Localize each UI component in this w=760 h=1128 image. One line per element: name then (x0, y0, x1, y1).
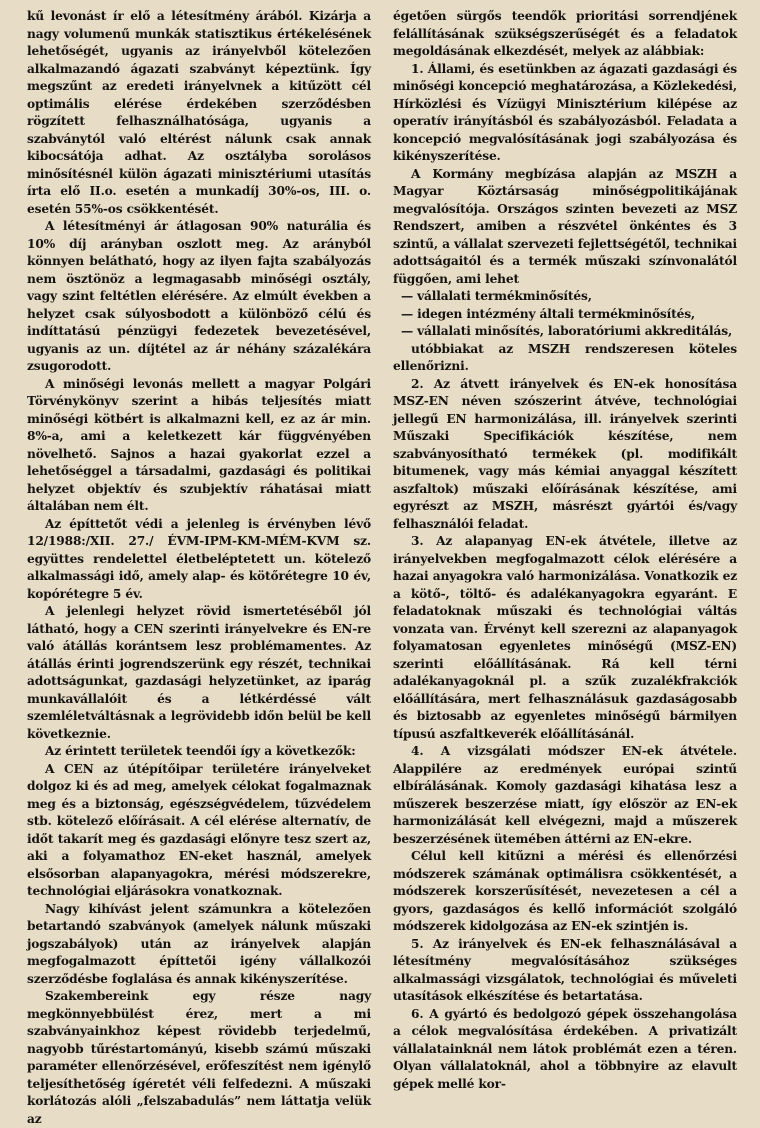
paragraph: kű levonást ír elő a létesítmény árából. Kizárja a nagy volumenű munkák statisztikus értékelésének lehetőségét, ugyanis az irányelvből kötelezően alkalmazandó ágazati szabványt képeztünk. Így megszűnt az eredeti irányelvnek a kitűzött cél optimális elérése érdekében szerződésben rögzített felhasználhatósága, ugyanis a szabványtól való eltérést nálunk csak annak kibocsátója adhat. Az osztályba sorolásos minősítésnél külön ágazati minisztériumi utasítás írta elő II.o. esetén a munkadíj 30%-os, III. o. esetén 55%-os csökkentését. (27, 9, 371, 216)
paragraph: 2. Az átvett irányelvek és EN-ek honosítása MSZ-EN néven szószerint átvéve, technológiai jellegű EN harmonizálása, ill. irányelvek szerinti Műszaki Specifikációk készítése, nem szabványosítható termékek (pl. modifikált bitumenek, vagy más kémiai anyaggal készített aszfaltok) műszaki előírásának készítése, ami egyrészt az MSZH, másrészt gyártói és/vagy felhasználói feladat. (393, 376, 737, 531)
paragraph: Nagy kihívást jelent számunkra a kötelezően betartandó szabványok (amelyek nálunk műszaki jogszabályok) után az irányelvek alapján megfogalmazott építtetői igény vállalkozói szerződésbe foglalása és annak kikényszerítése. (27, 901, 371, 986)
list-item: — idegen intézmény általi termékminősítés, (401, 306, 695, 321)
paragraph: 1. Állami, és esetünkben az ágazati gazdasági és minőségi koncepció meghatározása, a Közlekedési, Hírközlési és Vízügyi Minisztérium kilépése az operatív irányításból és szabályozásból. Feladata a koncepció megvalósításának jogi szabályozása és kikényszerítése. (393, 61, 737, 163)
paragraph: A létesítményi ár átlagosan 90% naturália és 10% díj arányban oszlott meg. Az arányból könnyen belátható, hogy az ilyen fajta szabályozás nem ösztönöz a legmagasabb minőségi osztály, vagy szint feltétlen elérésére. Az elmúlt években a helyzet csak súlyosbodott a különböző célú és indíttatású pénzügyi fedezetek bevezetésével, ugyanis az un. díjtétel az ár néhány százalékára zsugorodott. (27, 219, 371, 373)
paragraph: Az építtetőt védi a jelenleg is érvényben lévő 12/1988:/XII. 27./ ÉVM-IPM-KM-MÉM-KVM sz. együttes rendelettel életbeléptetett un. kötelező alkalmassági idő, amely alap- és kötőrétegre 10 év, kopórétegre 5 év. (27, 516, 371, 601)
paragraph: 3. Az alapanyag EN-ek átvétele, illetve az irányelvekben megfogalmazott célok elérésére a hazai anyagokra való harmonizálása. Vonatkozik ez a kötő-, töltő- és adalékanyagokra egyaránt. E feladatoknak műszaki és technológiai váltás vonzata van. Érvényt kell szerezni az alapanyagok folyamatosan egyenletes minőségű (MSZ-EN) szerinti előállításának. Rá kell térni adalékanyagoknál pl. a szűk zuzalékfrakciók előállítására, mert felhasználásuk gazdaságosabb és biztosabb az egyenletes minőségű bármilyen típusú aszfaltkeverék előállításánál. (393, 534, 737, 741)
right-column (393, 8, 737, 1106)
paragraph: Szakembereink egy része nagy megkönnyebbülést érez, mert a mi szabványainkhoz képest rövidebb terjedelmű, nagyobb tűréstartományú, kisebb számú műszaki paraméter ellenőrzésével, erőfeszítést nem igénylő teljesíthetőség ígéretét véli felfedezni. A műszaki korlátozás alóli „felszabadulás” nem láttatja velük az (27, 989, 371, 1126)
left-column (27, 8, 371, 1126)
paragraph: A jelenlegi helyzet rövid ismertetéséből jól látható, hogy a CEN szerinti irányelvekre és EN-re való átállás korántsem lesz problémamentes. Az átállás érinti jogrendszerünk egy részét, technikai adottságunkat, gazdasági helyzetünket, az iparág munkavállalóit és a létkérdéssé vált szemléletváltásnak a legrövidebb időn belül be kell következnie. (27, 604, 371, 741)
paragraph: 6. A gyártó és bedolgozó gépek összehangolása a célok megvalósítása érdekében. A privatizált vállalatainknál nem látok problémát ezen a téren. Olyan vállalatoknál, ahol a többnyire az elavult gépek mellé kor- (393, 1006, 737, 1091)
paragraph: A Kormány megbízása alapján az MSZH a Magyar Köztársaság minőségpolitikájának megvalósítója. Országos szinten bevezeti az MSZ Rendszert, amiben a részvétel önkéntes és 3 szintű, a vállalat szervezeti fejlettségétől, technikai adottságaitól és a termék műszaki színvonalától függően, ami lehet (393, 166, 737, 286)
paragraph: égetően sürgős teendők prioritási sorrendjének felállításának szükségszerűségét és a feladatok megoldásának elkezdését, melyek az alábbiak: (393, 9, 737, 58)
paragraph: 5. Az irányelvek és EN-ek felhasználásával a létesítmény megvalósításához szükséges alkalmassági vizsgálatok, technológiai és műveleti utasítások elkészítése és betartatása. (393, 936, 737, 1003)
paragraph: Célul kell kitűzni a mérési és ellenőrzési módszerek számának optimálisra csökkentését, a módszerek korszerűsítését, nevezetesen a cél a gyors, gazdaságos és kellő információt szolgáló módszerek kidolgozása az EN-ek szintjén is. (393, 849, 737, 933)
paragraph: A CEN az útépítőipar területére irányelveket dolgoz ki és ad meg, amelyek célokat fogalmaznak meg és a biztonság, egészségvédelem, tűzvédelem stb. kötelező előírásait. A cél elérése alternatív, de időt takarít meg és gazdasági előnyre tesz szert az, aki a folyamathoz EN-eket használ, amelyek elsősorban alapanyagokra, mérési módszerekre, technológiai eljárásokra vonatkoznak. (27, 761, 371, 898)
paragraph: utóbbiakat az MSZH rendszeresen köteles ellenőrizni. (393, 341, 737, 373)
list-item: — vállalati termékminősítés, (401, 289, 592, 303)
paragraph: 4. A vizsgálati módszer EN-ek átvétele. Alappilére az eredmények európai szintű elbírálásának. Komoly gazdasági kihatása lesz a műszerek beszerzése miatt, így először az EN-ek harmonizálását kell elvégezni, majd a műszerek beszerzésének ütemében áttérni az EN-ekre. (393, 744, 737, 846)
list-item: — vállalati minősítés, laboratóriumi akkreditálás, (401, 324, 733, 338)
paragraph: Az érintett területek teendői így a következők: (45, 744, 356, 758)
paragraph: A minőségi levonás mellett a magyar Polgári Törvénykönyv szerint a hibás teljesítés miatt minőségi kötbért is alkalmazni kell, ez az ár min. 8%-a, ami a keletkezett kár függvényében növelhető. Sajnos a hazai gyakorlat ezzel a lehetőséggel a társadalmi, gazdasági és politikai helyzet objektív és szubjektív ráhatásai miatt általában nem élt. (27, 376, 371, 513)
